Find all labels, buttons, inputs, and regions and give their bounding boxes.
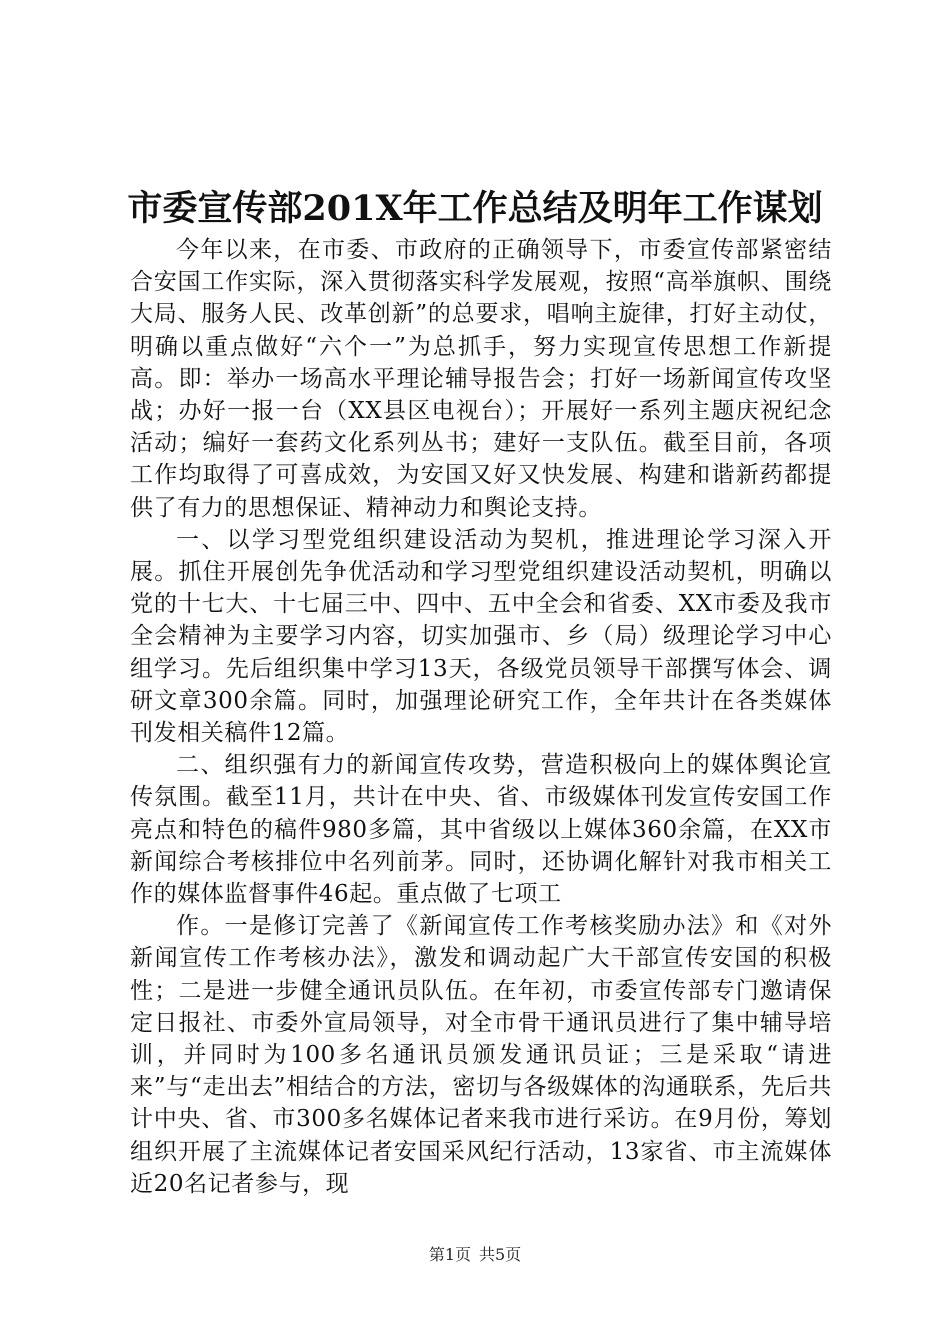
paragraph-intro: 今年以来，在市委、市政府的正确领导下，市委宣传部紧密结合安国工作实际，深入贯彻落实科学发展观，按照“高举旗帜、围绕大局、服务人民、改革创新”的总要求，唱响主旋律，打好主动仗，明确以重点做好“六个一”为总抓手，努力实现宣传思想工作新提高。即：举办一场高水平理论辅导报告会；打好一场新闻宣传攻坚战；办好一报一台（XX县区电视台）；开展好一系列主题庆祝纪念活动；编好一套药文化系列丛书；建好一支队伍。截至目前，各项工作均取得了可喜成效，为安国又好又快发展、构建和谐新药都提供了有力的思想保证、精神动力和舆论支持。 <box>130 237 832 521</box>
document-title: 市委宣传部201X年工作总结及明年工作谋划 <box>127 188 823 229</box>
paragraph-section-two: 二、组织强有力的新闻宣传攻势，营造积极向上的媒体舆论宣传氛围。截至11月，共计在中央、省、市级媒体刊发宣传安国工作亮点和特色的稿件980多篇，其中省级以上媒体360余篇，在XX市新闻综合考核排位中名列前茅。同时，还协调化解针对我市相关工作的媒体监督事件46起。重点做了七项工 <box>130 752 832 908</box>
page-footer <box>0 1244 950 1266</box>
paragraph-section-one: 一、以学习型党组织建设活动为契机，推进理论学习深入开展。抓住开展创先争优活动和学习型党组织建设活动契机，明确以党的十七大、十七届三中、四中、五中全会和省委、XX市委及我市全会精神为主要学习内容，切实加强市、乡（局）级理论学习中心组学习。先后组织集中学习13天，各级党员领导干部撰写体会、调研文章300余篇。同时，加强理论研究工作，全年共计在各类媒体刊发相关稿件12篇。 <box>130 526 832 747</box>
document-body <box>130 234 832 1200</box>
page-number: 第1页 <box>428 1245 471 1264</box>
page-total: 共5页 <box>479 1245 522 1264</box>
paragraph-section-two-continued: 作。一是修订完善了《新闻宣传工作考核奖励办法》和《对外新闻宣传工作考核办法》，激发和调动起广大干部宣传安国的积极性；二是进一步健全通讯员队伍。在年初，市委宣传部专门邀请保定日报社、市委外宣局领导，对全市骨干通讯员进行了集中辅导培训，并同时为100多名通讯员颁发通讯员证；三是采取“请进来”与“走出去”相结合的方法，密切与各级媒体的沟通联系，先后共计中央、省、市300多名媒体记者来我市进行采访。在9月份，筹划组织开展了主流媒体记者安国采风纪行活动，13家省、市主流媒体近20名记者参与，现 <box>130 913 832 1197</box>
